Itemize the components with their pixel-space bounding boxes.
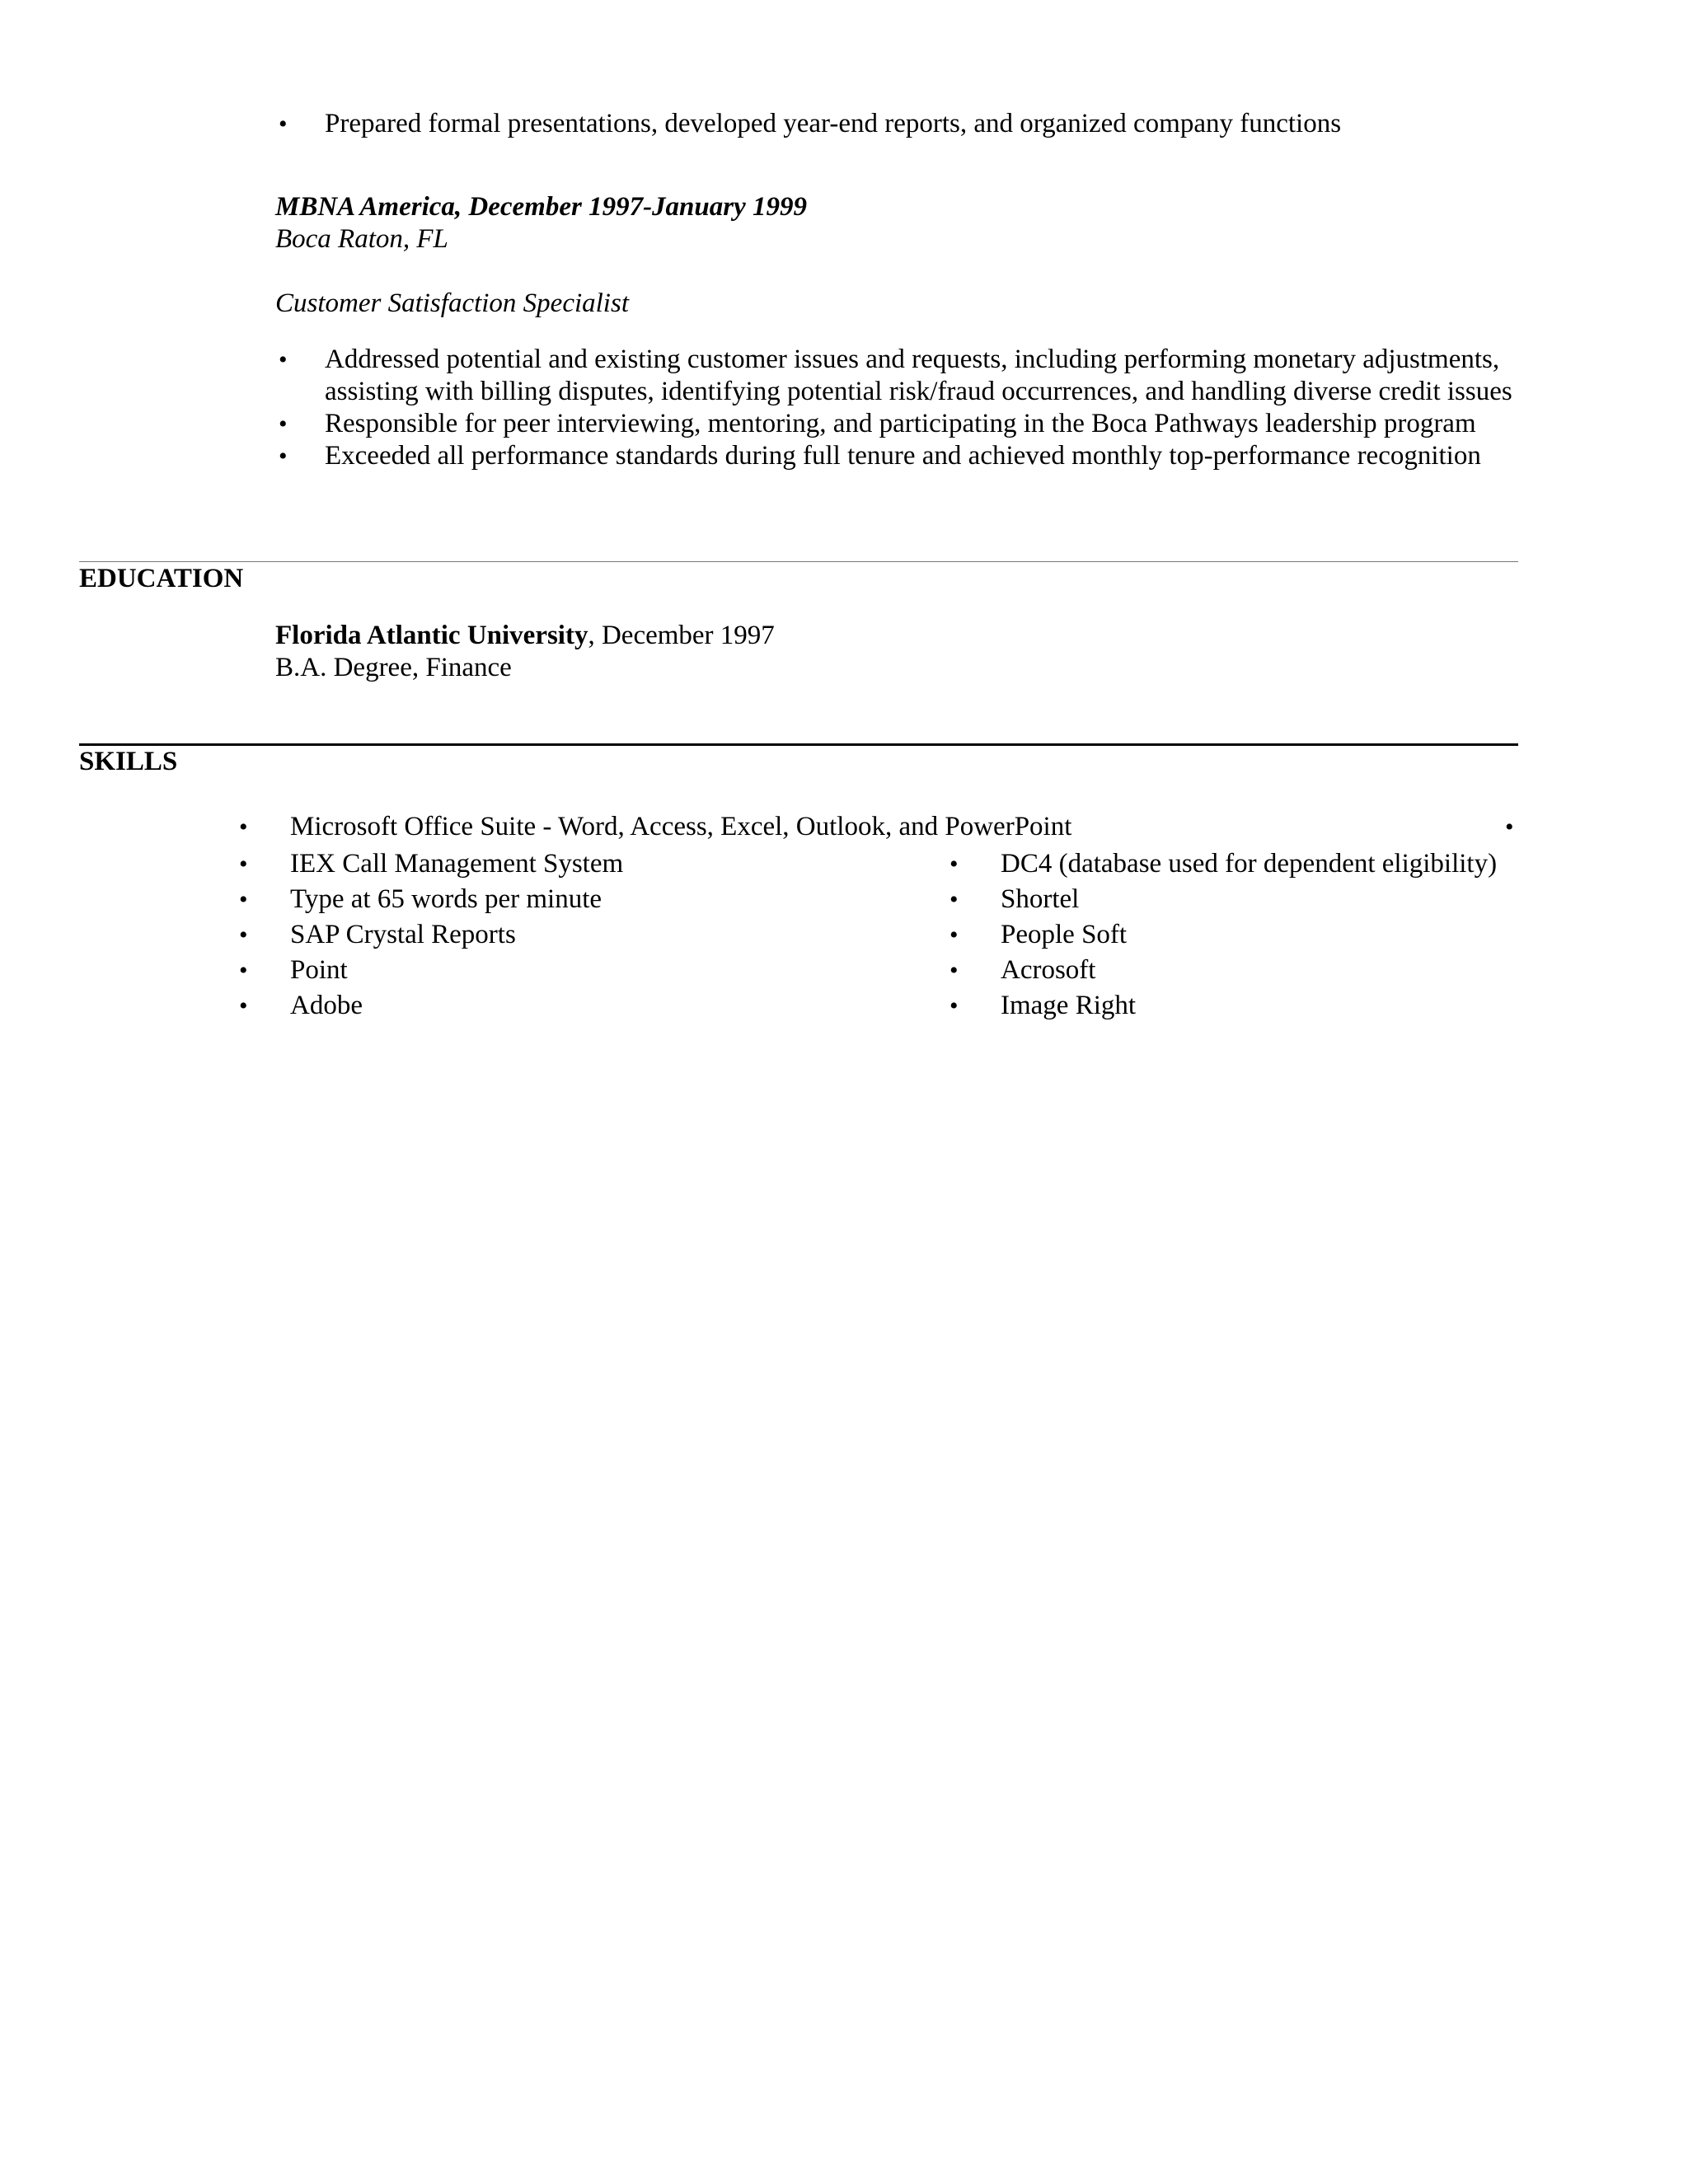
- bullet-icon: •: [950, 992, 959, 1019]
- bullet-text: Exceeded all performance standards during full tenure and achieved monthly top-performance recognition: [325, 441, 1481, 471]
- education-degree: B.A. Degree, Finance: [275, 653, 512, 682]
- list-item: [239, 917, 898, 953]
- bullet-icon: •: [239, 957, 248, 984]
- skills-left-column: [239, 846, 898, 1024]
- bullet-icon: •: [239, 992, 248, 1019]
- bullet-icon: •: [950, 957, 959, 984]
- skills-heading: SKILLS: [79, 747, 178, 776]
- bullet-text: Responsible for peer interviewing, mentoring, and participating in the Boca Pathways leadership program: [325, 409, 1476, 438]
- bullet-icon: •: [239, 921, 248, 949]
- school-name: Florida Atlantic University: [275, 621, 588, 650]
- list-item: [239, 988, 898, 1024]
- list-item: [275, 440, 1520, 472]
- education-date: , December 1997: [588, 621, 775, 650]
- list-item: [950, 846, 1526, 882]
- list-item: [275, 108, 1512, 140]
- bullet-icon: •: [279, 410, 288, 438]
- bullet-text: Type at 65 words per minute: [290, 884, 603, 914]
- bullet-text: Adobe: [290, 991, 363, 1020]
- list-item: [950, 953, 1526, 988]
- bullet-text: SAP Crystal Reports: [290, 920, 516, 949]
- bullet-text: Addressed potential and existing customer issues and requests, including performing monetary adjustments, assisting with billing disputes, identifying potential risk/fraud occurrences, and handling diverse credit issues: [325, 344, 1512, 406]
- list-item: [950, 882, 1526, 917]
- bullet-text: Microsoft Office Suite - Word, Access, Excel, Outlook, and PowerPoint: [290, 812, 1072, 841]
- job-bullets: [275, 344, 1520, 472]
- job-employer-dates: MBNA America, December 1997-January 1999: [275, 192, 807, 222]
- bullet-text: Point: [290, 955, 348, 985]
- bullet-text: IEX Call Management System: [290, 849, 624, 879]
- job-title: Customer Satisfaction Specialist: [275, 288, 629, 318]
- bullet-text: Acrosoft: [1001, 955, 1096, 985]
- bullet-icon: •: [950, 851, 959, 878]
- previous-job-bullets: [275, 108, 1512, 140]
- list-item: [239, 953, 898, 988]
- bullet-icon: •: [950, 921, 959, 949]
- bullet-icon: •: [239, 851, 248, 878]
- bullet-icon: •: [950, 886, 959, 913]
- list-item: [950, 988, 1526, 1024]
- list-item: [239, 882, 898, 917]
- job-location: Boca Raton, FL: [275, 224, 448, 254]
- skills-right-column: [950, 846, 1526, 1024]
- bullet-icon: •: [239, 886, 248, 913]
- bullet-text: Image Right: [1001, 991, 1137, 1020]
- bullet-text: People Soft: [1001, 920, 1128, 949]
- education-heading: EDUCATION: [79, 564, 244, 593]
- section-divider: [79, 561, 1518, 562]
- list-item: [950, 917, 1526, 953]
- bullet-text: DC4 (database used for dependent eligibility): [1001, 849, 1498, 879]
- bullet-text: Prepared formal presentations, developed year-end reports, and organized company functions: [325, 109, 1342, 138]
- bullet-text: Shortel: [1001, 884, 1080, 914]
- bullet-icon: •: [279, 346, 288, 373]
- list-item: [275, 408, 1520, 440]
- bullet-icon: •: [239, 813, 248, 841]
- list-item: [275, 344, 1520, 408]
- list-item: [239, 846, 898, 882]
- bullet-icon: •: [279, 443, 288, 470]
- section-divider: [79, 743, 1518, 746]
- bullet-icon: •: [1505, 813, 1514, 841]
- education-school-line: [275, 620, 775, 652]
- bullet-icon: •: [279, 110, 288, 138]
